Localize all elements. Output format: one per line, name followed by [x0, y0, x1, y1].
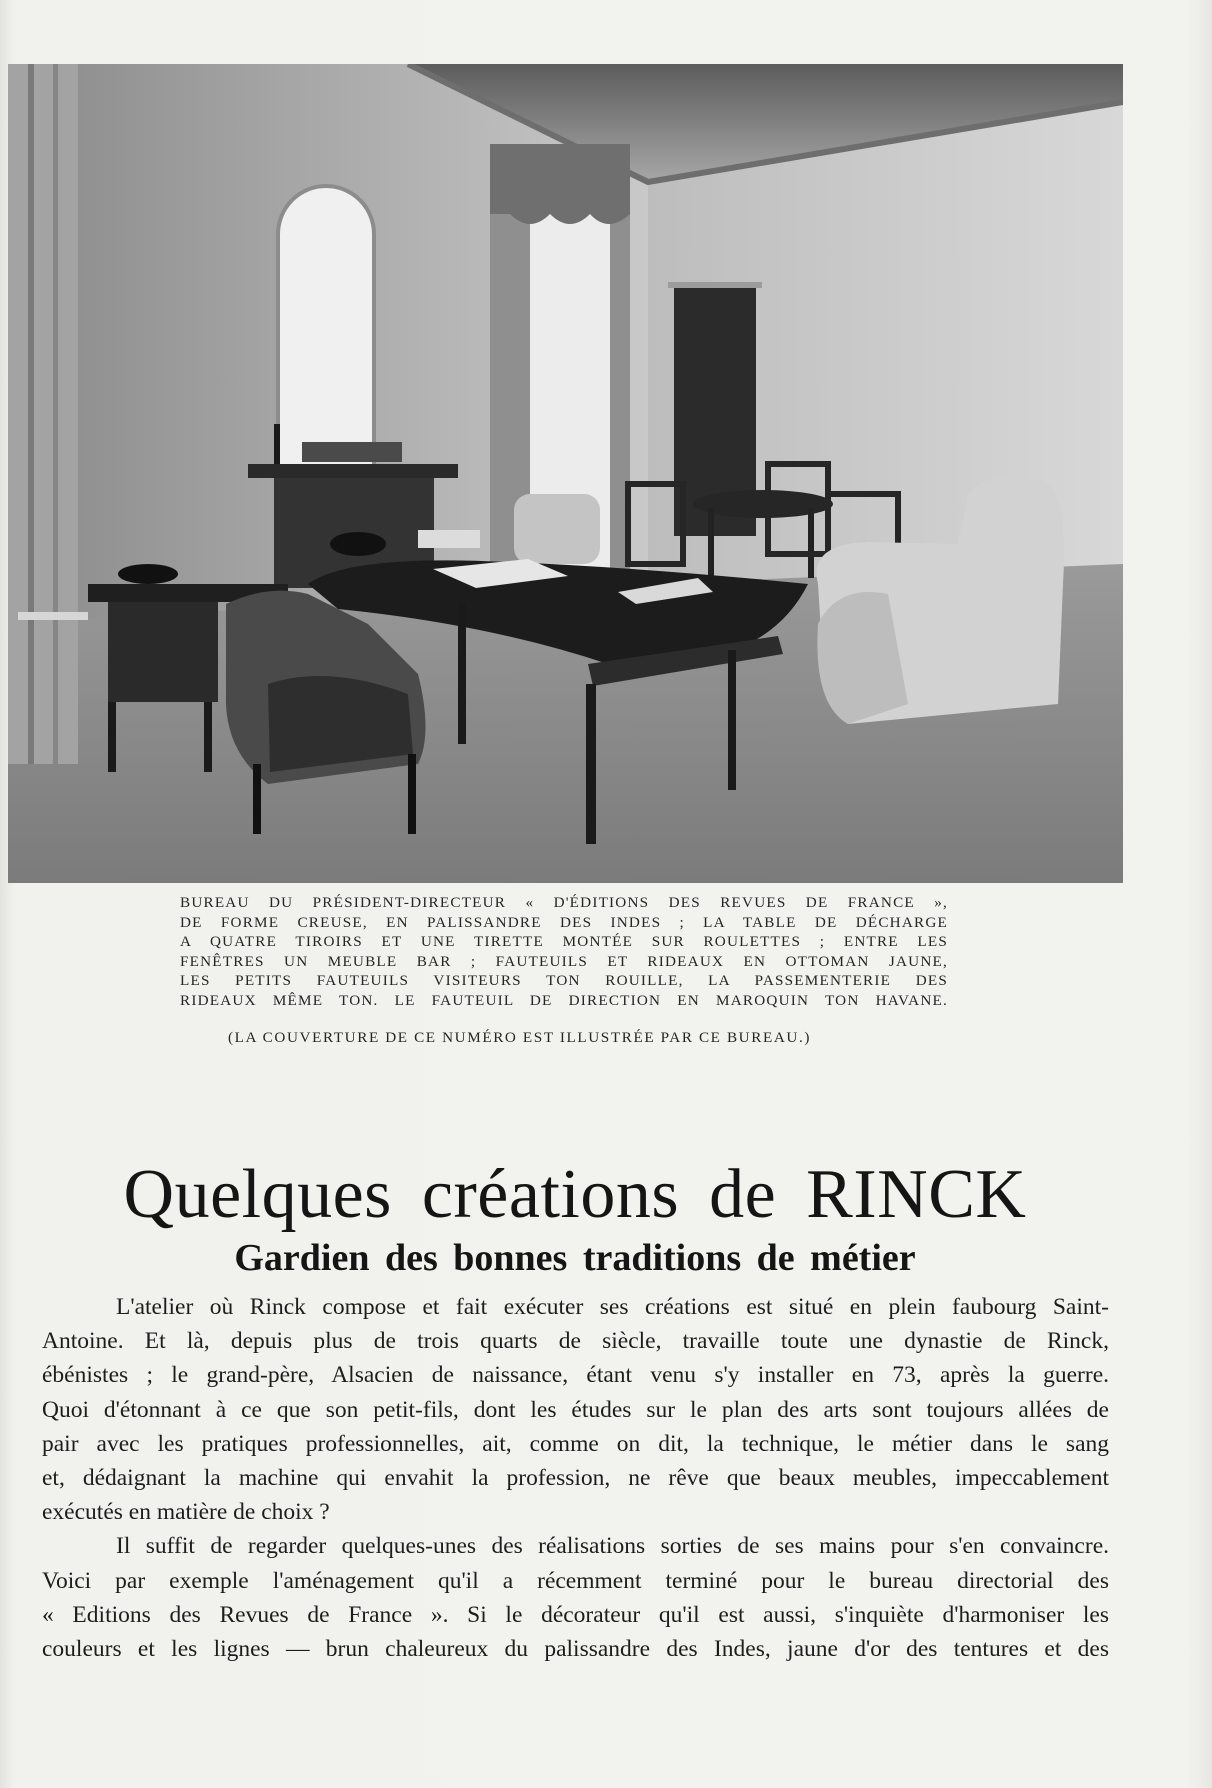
article-title: Quelques créations de RINCK: [123, 1155, 1027, 1233]
caption-line: LES PETITS FAUTEUILS VISITEURS TON ROUILLE, LA PASSEMENTERIE DES: [180, 972, 948, 990]
text-line: pair avec les pratiques professionnelles, ait, comme on dit, la technique, le métier dans le sang: [42, 1430, 1109, 1457]
cover-note: (LA COUVERTURE DE CE NUMÉRO EST ILLUSTRÉE PAR CE BUREAU.): [228, 1029, 812, 1046]
photo-caption: [180, 893, 948, 1011]
text-line: Quoi d'étonnant à ce que son petit-fils, dont les études sur le plan des arts sont toujours allées de: [42, 1396, 1109, 1423]
text-line: et, dédaignant la machine qui envahit la profession, ne rêve que beaux meubles, impeccablement: [42, 1465, 1109, 1492]
paragraph-1: [42, 1290, 1109, 1529]
text-line: couleurs et les lignes — brun chaleureux du palissandre des Indes, jaune d'or des tentures et des: [42, 1636, 1109, 1663]
article-body: [42, 1290, 1109, 1666]
caption-line: FENÊTRES UN MEUBLE BAR ; FAUTEUILS ET RIDEAUX EN OTTOMAN JAUNE,: [180, 952, 948, 970]
caption-line: DE FORME CREUSE, EN PALISSANDRE DES INDES ; LA TABLE DE DÉCHARGE: [180, 913, 948, 931]
office-photograph: [8, 64, 1123, 883]
caption-line: BUREAU DU PRÉSIDENT-DIRECTEUR « D'ÉDITIONS DES REVUES DE FRANCE »,: [180, 894, 948, 911]
text-line: Antoine. Et là, depuis plus de trois quarts de siècle, travaille toute une dynastie de Rinck,: [42, 1328, 1109, 1355]
text-line: Voici par exemple l'aménagement qu'il a récemment terminé pour le bureau directorial des: [42, 1567, 1109, 1594]
text-line: L'atelier où Rinck compose et fait exécuter ses créations est situé en plein faubourg Saint-: [116, 1294, 1109, 1320]
text-line: « Editions des Revues de France ». Si le décorateur qu'il est aussi, s'inquiète d'harmoniser les: [42, 1601, 1109, 1628]
caption-line: A QUATRE TIROIRS ET UNE TIRETTE MONTÉE SUR ROULETTES ; ENTRE LES: [180, 933, 948, 951]
paragraph-2: [42, 1529, 1109, 1666]
caption-line: RIDEAUX MÊME TON. LE FAUTEUIL DE DIRECTION EN MAROQUIN TON HAVANE.: [180, 991, 948, 1009]
text-line: Il suffit de regarder quelques-unes des réalisations sorties de ses mains pour s'en convaincre.: [116, 1533, 1109, 1560]
article-subtitle: Gardien des bonnes traditions de métier: [234, 1236, 916, 1279]
text-line: ébénistes ; le grand-père, Alsacien de naissance, étant venu s'y installer en 73, après la guerre.: [42, 1362, 1109, 1389]
text-line: exécutés en matière de choix ?: [42, 1499, 330, 1526]
